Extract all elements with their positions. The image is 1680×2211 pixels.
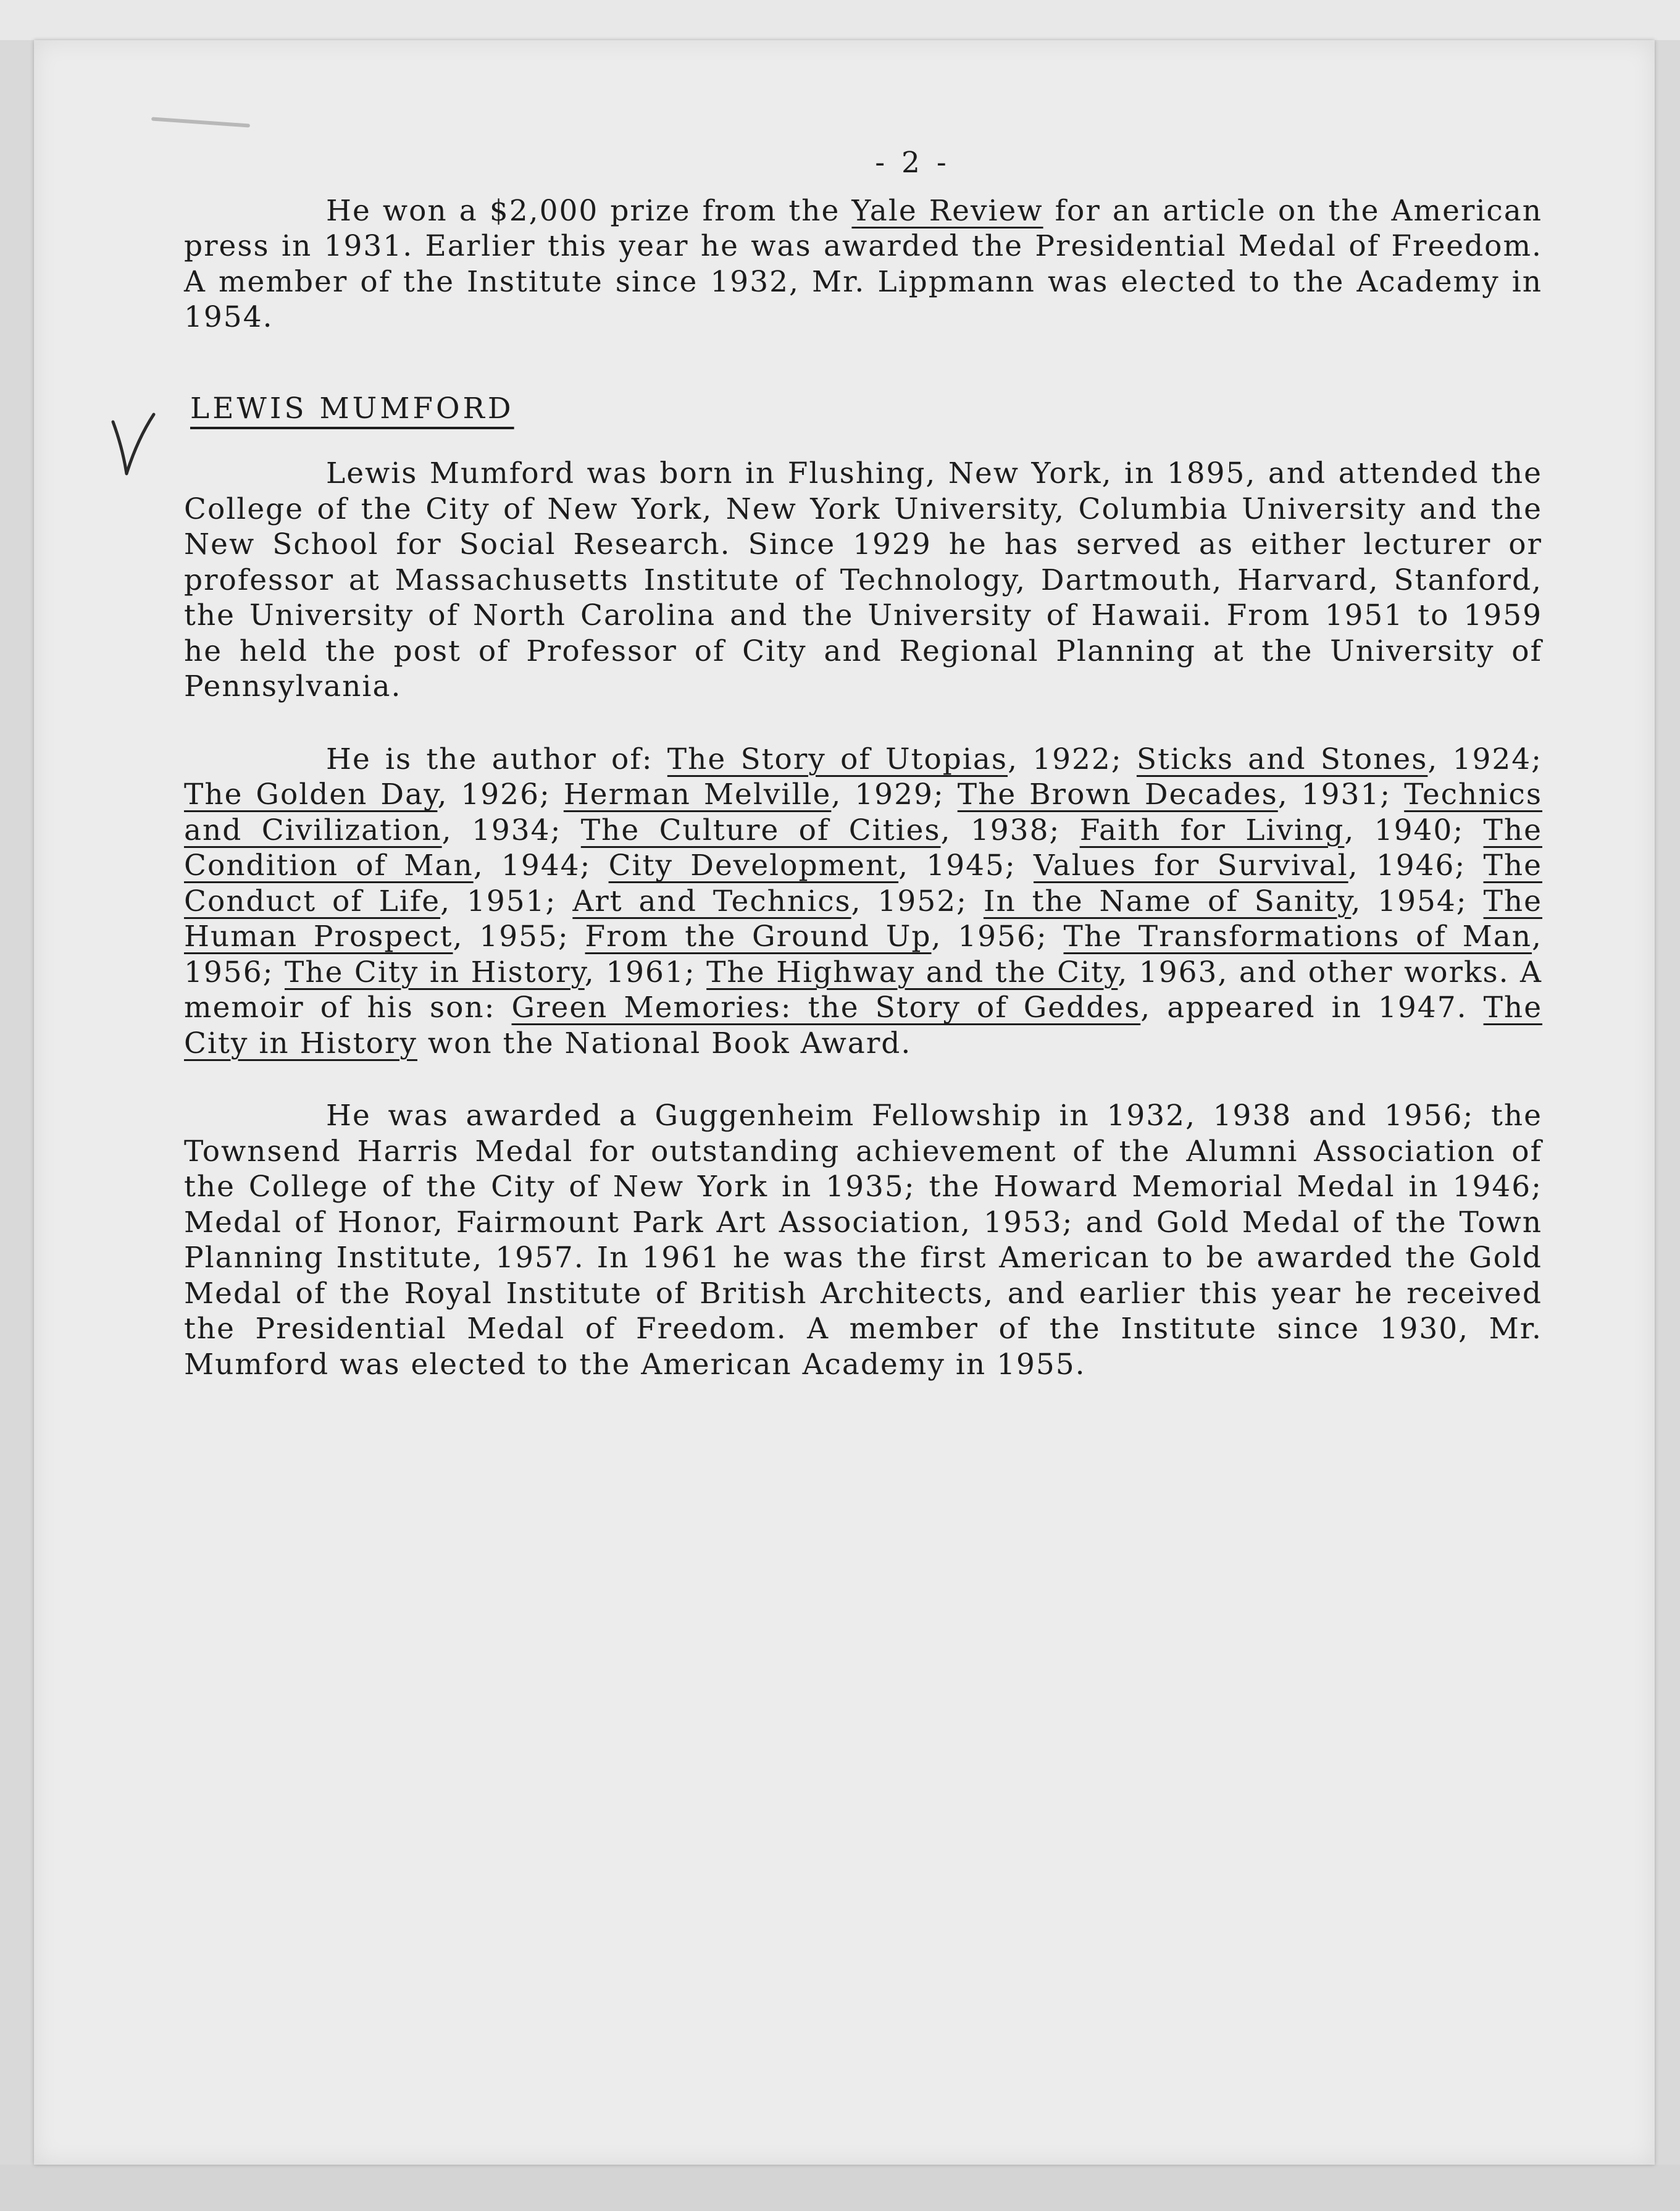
book-title: Faith for Living: [1079, 813, 1345, 847]
text-run: , 1952;: [851, 884, 984, 918]
book-title: Values for Survival: [1033, 849, 1348, 883]
book-title: The Transformations of Man: [1063, 920, 1532, 954]
text-run: for an article on the American press in 1931. Earlier this year he was awarded the Presidential Medal of Freedom. A member of the Institute since 1932, Mr. Lippmann was elected to the Academy in 1954.: [184, 193, 1542, 334]
text-run: Lewis Mumford was born in Flushing, New York, in 1895, and attended the College of the City of New York, New York University, Columbia University and the New School for Social Research. Since 1929 he has served as either lecturer or professor at Massachusetts Institute of Technology, Dartmouth, Harvard, Stanford, the University of North Carolina and the University of Hawaii. From 1951 to 1959 he held the post of Professor of City and Regional Planning at the University of Pennsylvania.: [184, 456, 1542, 703]
book-title: The City in History: [284, 955, 585, 989]
book-title: Green Memories: the Story of Geddes: [511, 991, 1141, 1025]
document-page: [34, 40, 1655, 2165]
book-title: The City in History: [184, 991, 1543, 1060]
book-title: The Conduct of Life: [184, 849, 1542, 918]
text-run: , 1951;: [440, 884, 573, 918]
page-number: - 2 -: [875, 146, 950, 180]
book-title: From the Ground Up: [585, 920, 932, 954]
book-title: Yale Review: [851, 193, 1043, 228]
text-run: , 1926;: [437, 778, 564, 812]
book-title: In the Name of Sanity: [983, 884, 1352, 918]
book-title: City Development: [608, 849, 899, 883]
text-run: He is the author of:: [326, 742, 667, 776]
paragraph-works: [184, 742, 1542, 1062]
document-body: [184, 145, 1542, 1419]
book-title: Herman Melville: [563, 778, 832, 812]
book-title: The Condition of Man: [184, 813, 1542, 883]
book-title: Art and Technics: [572, 884, 851, 918]
text-run: , 1924;: [1427, 742, 1542, 776]
pencil-smudge: [151, 117, 250, 127]
text-run: , 1938;: [940, 813, 1080, 847]
text-run: , 1956;: [931, 920, 1064, 954]
text-run: , 1945;: [898, 849, 1034, 883]
section-heading: LEWIS MUMFORD: [190, 391, 514, 426]
text-run: , 1934;: [441, 813, 581, 847]
book-title: The Brown Decades: [957, 778, 1278, 812]
text-run: , 1954;: [1351, 884, 1484, 918]
text-run: He was awarded a Guggenheim Fellowship in 1932, 1938 and 1956; the Townsend Harris Medal for outstanding achievement of the Alumni Association of the College of the City of New York in 1935; the Howard Memorial Medal in 1946; Medal of Honor, Fairmount Park Art Association, 1953; and Gold Medal of the Town Planning Institute, 1957. In 1961 he was the first American to be awarded the Gold Medal of the Royal Institute of British Architects, and earlier this year he received the Presidential Medal of Freedom. A member of the Institute since 1930, Mr. Mumford was elected to the American Academy in 1955.: [184, 1099, 1542, 1382]
text-run: won the National Book Award.: [417, 1026, 912, 1060]
text-run: , 1929;: [831, 778, 958, 812]
paragraph-biography: [184, 456, 1542, 705]
scan-top-edge: [0, 0, 1680, 40]
book-title: The Culture of Cities: [580, 813, 941, 847]
text-run: , appeared in 1947.: [1140, 991, 1484, 1025]
paragraph-lippmann: [184, 193, 1542, 335]
text-run: , 1922;: [1008, 742, 1137, 776]
book-title: The Highway and the City: [706, 955, 1118, 989]
text-run: , 1955;: [453, 920, 585, 954]
book-title: The Golden Day: [184, 778, 438, 812]
text-run: , 1961;: [584, 955, 707, 989]
text-run: , 1963, and other works. A memoir of his son:: [184, 955, 1542, 1025]
text-run: , 1931;: [1277, 778, 1405, 812]
book-title: The Story of Utopias: [667, 742, 1008, 776]
text-run: , 1940;: [1344, 813, 1484, 847]
book-title: Technics and Civilization: [184, 778, 1542, 847]
text-run: , 1946;: [1348, 849, 1484, 883]
book-title: Sticks and Stones: [1136, 742, 1428, 776]
scan-bottom-edge: [0, 2165, 1680, 2211]
checkmark-icon: [108, 411, 157, 479]
text-run: , 1956;: [184, 920, 1542, 989]
text-run: He won a $2,000 prize from the: [326, 193, 852, 228]
paragraph-awards: [184, 1098, 1542, 1382]
book-title: The Human Prospect: [184, 884, 1542, 954]
text-run: , 1944;: [473, 849, 609, 883]
